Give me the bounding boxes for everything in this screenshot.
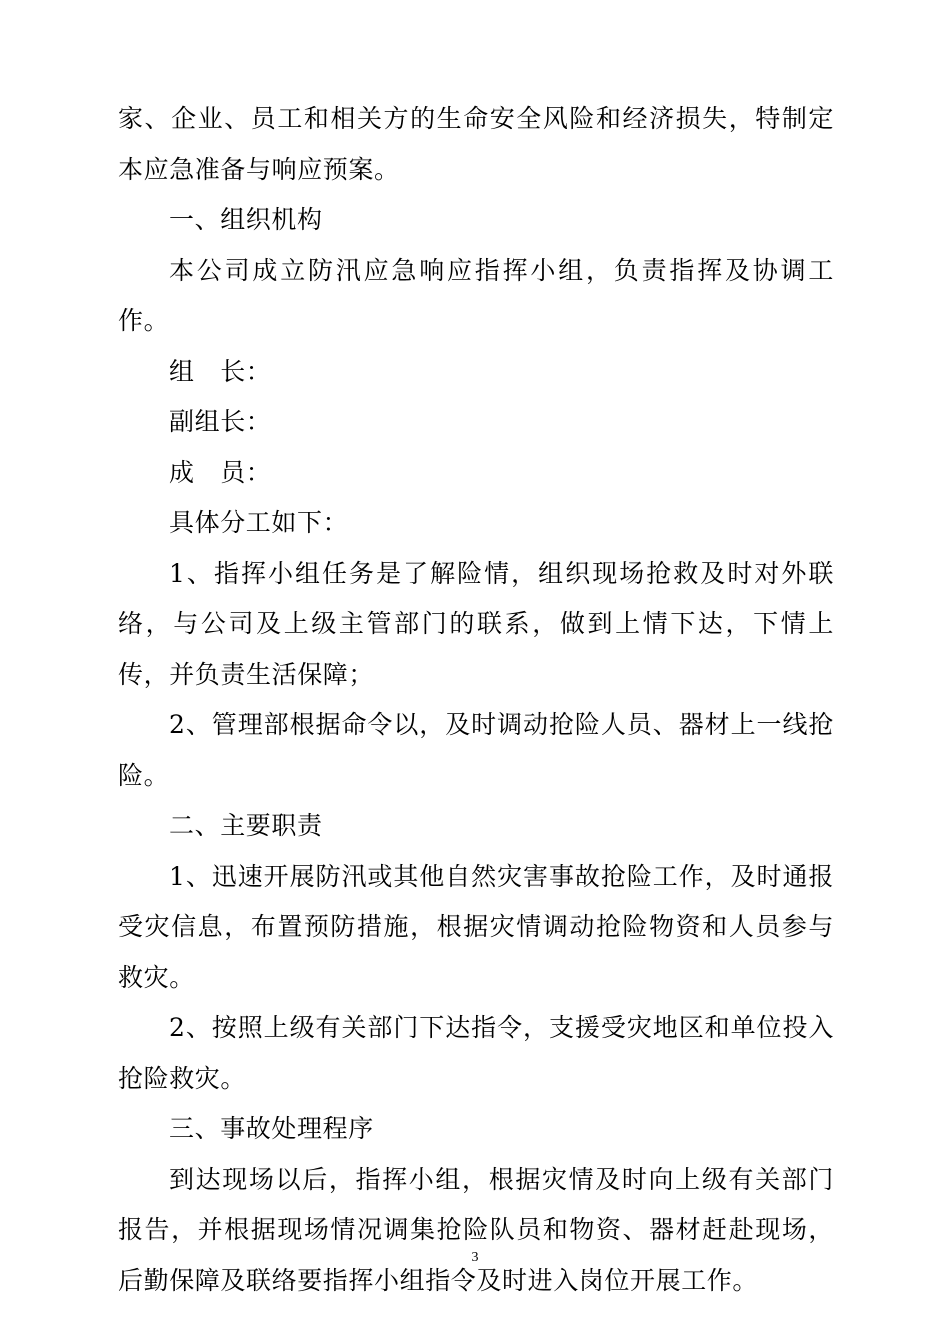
list-item-division-1: 1、指挥小组任务是了解险情，组织现场抢救及时对外联络，与公司及上级主管部门的联系，做到上情下达，下情上传，并负责生活保障；	[118, 558, 834, 689]
list-item-responsibility-1: 1、迅速开展防汛或其他自然灾害事故抢险工作，及时通报受灾信息，布置预防措施，根据灾情调动抢险物资和人员参与救灾。	[118, 861, 834, 992]
page-number: 3	[471, 1250, 479, 1265]
field-members: 成 员：	[169, 457, 272, 487]
document-body	[118, 94, 834, 1306]
section-heading-responsibilities: 二、主要职责	[169, 811, 323, 840]
field-group-leader: 组 长：	[169, 356, 272, 386]
paragraph-command-group: 本公司成立防汛应急响应指挥小组，负责指挥及协调工作。	[118, 255, 834, 335]
list-item-division-2: 2、管理部根据命令以，及时调动抢险人员、器材上一线抢险。	[118, 710, 834, 790]
list-item-responsibility-2: 2、按照上级有关部门下达指令，支援受灾地区和单位投入抢险救灾。	[118, 1013, 834, 1093]
field-deputy-leader: 副组长：	[169, 407, 272, 436]
paragraph-procedure: 到达现场以后，指挥小组，根据灾情及时向上级有关部门报告，并根据现场情况调集抢险队员和物资、器材赶赴现场，后勤保障及联络要指挥小组指令及时进入岗位开展工作。	[118, 1164, 834, 1295]
section-heading-organization: 一、组织机构	[169, 205, 323, 234]
section-heading-procedure: 三、事故处理程序	[169, 1114, 374, 1143]
paragraph-continuation: 家、企业、员工和相关方的生命安全风险和经济损失，特制定本应急准备与响应预案。	[118, 104, 834, 184]
paragraph-division-intro: 具体分工如下：	[169, 508, 349, 537]
